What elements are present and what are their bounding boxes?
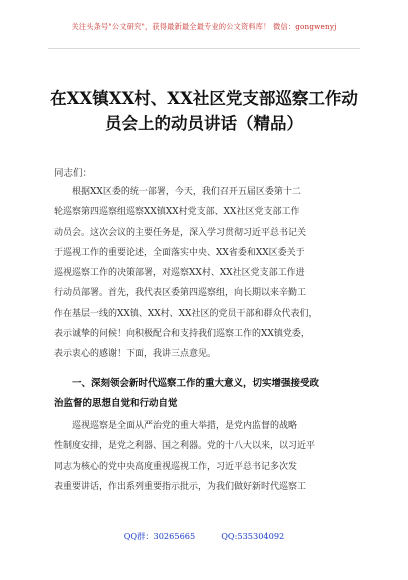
paragraph-line: 作在基层一线的XX镇、XX村、XX社区的党员干部和群众代表们， [54,308,318,319]
paragraph-line: 巡视巡察工作的决策部署，对巡察XX村、XX社区党支部工作进 [54,268,305,279]
footer-qq-contact: QQ:535304092 [221,531,285,541]
paragraph-line: 同志为核心的党中央高度重视巡视工作，习近平总书记多次发 [54,461,298,472]
paragraph-line: 表示衷心的感谢！下面，我讲三点意见。 [54,349,217,360]
heading-line-2: 治监督的思想自觉和行动自觉 [54,398,178,410]
header-promo-text: 关注头条号"公文研究"，获得最新最全最专业的公文资料库！ 微信：gongwenyj [71,22,337,31]
footer-qq-group: QQ群：30265665 [123,531,196,541]
page-header [0,0,408,54]
paragraph-line: 表重要讲话，作出系列重要指示批示，为我们做好新时代巡察工 [54,481,307,492]
paragraph-line: 性制度安排，是党之利器、国之利器。党的十八大以来，以习近平 [54,441,316,452]
document-title [36,86,372,136]
paragraph-line: 于巡视工作的重要论述，全面落实中央、XX省委和XX区委关于 [54,247,305,258]
paragraph-line: 动员会。这次会议的主要任务是，深入学习贯彻习近平总书记关 [54,227,307,238]
paragraph-2 [54,416,360,497]
paragraph-1 [54,182,360,365]
header-divider [48,48,360,49]
section-heading-1 [54,374,360,415]
greeting: 同志们： [54,168,93,179]
paragraph-line: 表示诚挚的问候！向积极配合和支持我们巡察工作的XX镇党委， [54,329,310,340]
paragraph-line: 巡视巡察是全面从严治党的重大举措，是党内监督的战略 [72,421,298,431]
title-line-2: 员会上的动员讲话（精品） [105,114,303,133]
paragraph-line: 行动员部署。首先，我代表区委第四巡察组，向长期以来辛勤工 [54,288,307,299]
title-line-1: 在XX镇XX村、XX社区党支部巡察工作动 [50,89,358,108]
heading-line-1: 一、深刻领会新时代巡察工作的重大意义，切实增强接受政 [72,378,320,389]
page-footer [0,531,408,551]
paragraph-line: 轮巡察第四巡察组巡察XX镇XX村党支部、XX社区党支部工作 [54,207,300,218]
paragraph-line: 根据XX区委的统一部署，今天，我们召开五届区委第十二 [72,187,301,197]
